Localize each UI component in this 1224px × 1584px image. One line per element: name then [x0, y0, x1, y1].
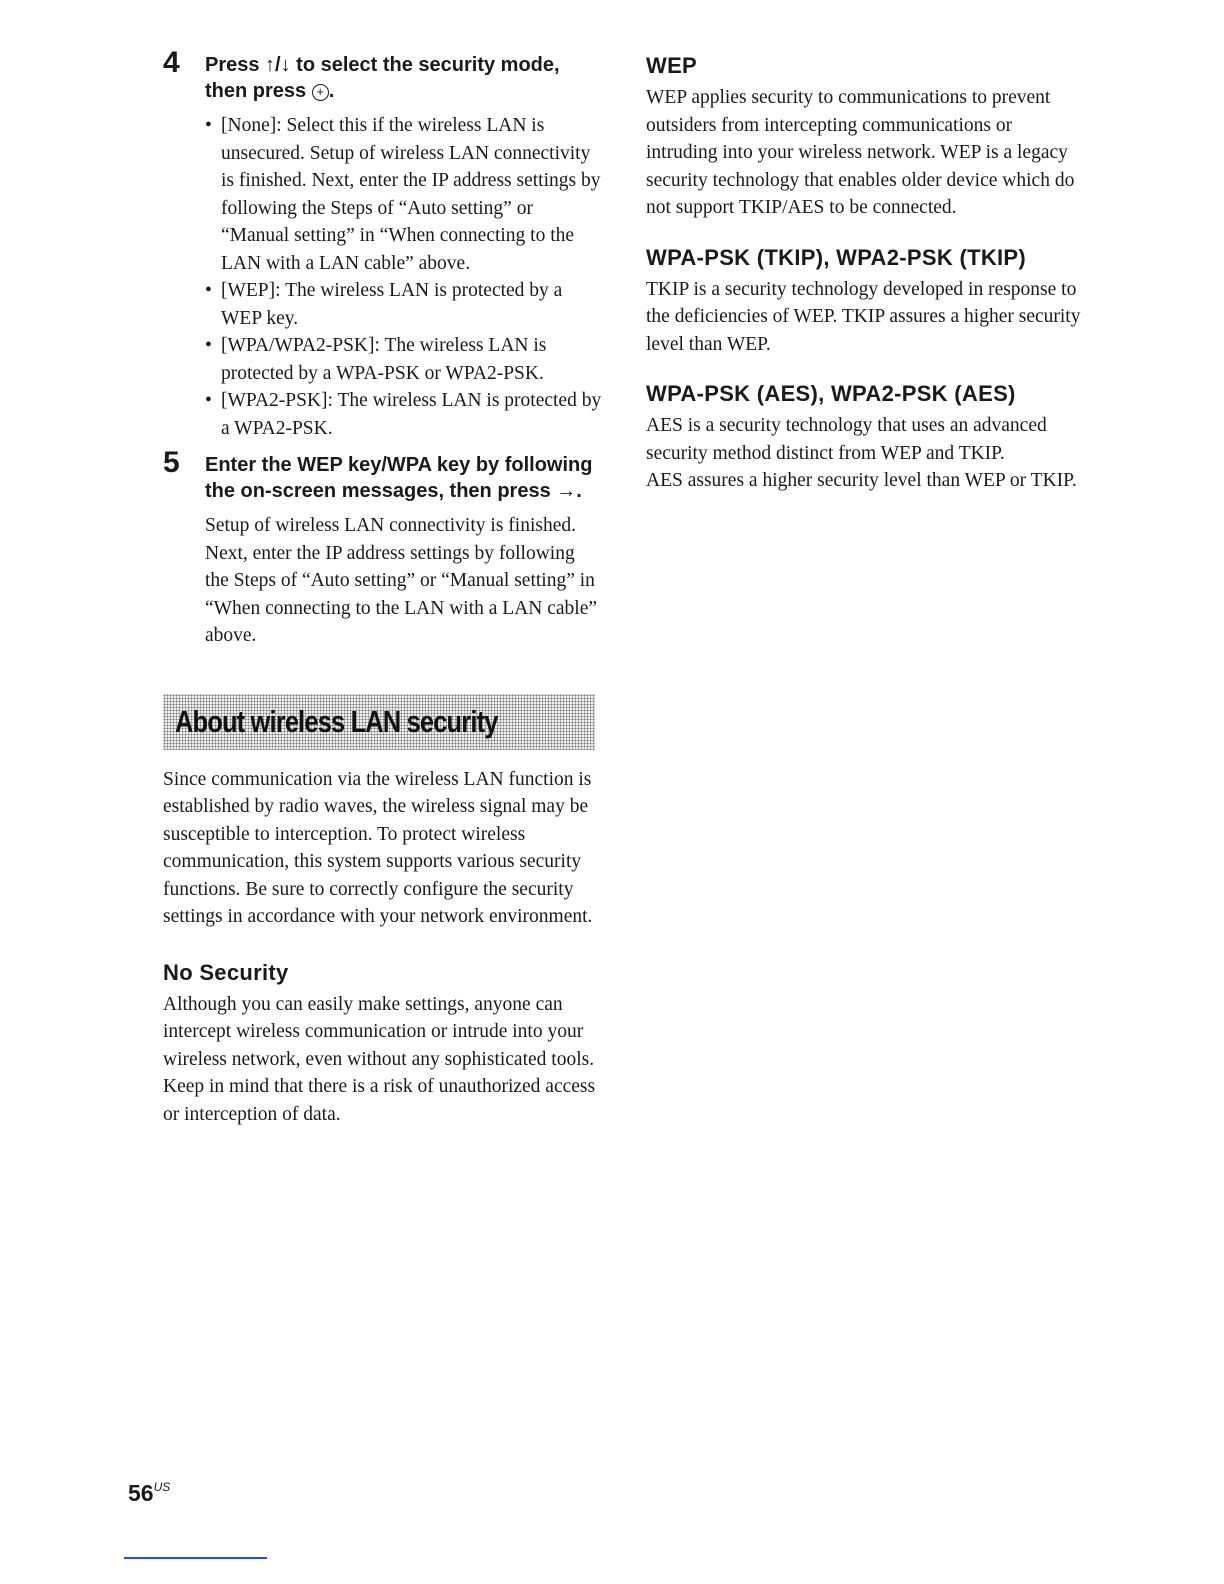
step-heading-line2: then press	[205, 80, 307, 102]
step-heading-line1: Press ↑/↓ to select the security mode,	[205, 54, 560, 76]
step-number: 4	[163, 46, 180, 79]
step-5	[163, 446, 603, 650]
section-aes	[646, 380, 1086, 495]
page-region: US	[153, 1480, 171, 1494]
section-body: Although you can easily make settings, anyone can intercept wireless communication or intrude into your wireless network, even without any sophisticated tools. Keep in mind that there is a risk of unauthorized access or interception of data.	[163, 993, 596, 1125]
page-number	[128, 1480, 170, 1507]
list-item: • [WPA/WPA2-PSK]: The wireless LAN is protected by a WPA-PSK or WPA2-PSK.	[205, 332, 603, 387]
security-mode-list	[205, 112, 603, 442]
section-heading: No Security	[163, 959, 289, 985]
step-4	[163, 46, 603, 442]
section-heading: WPA-PSK (TKIP), WPA2-PSK (TKIP)	[646, 244, 1027, 270]
section-heading: WPA-PSK (AES), WPA2-PSK (AES)	[646, 381, 1016, 406]
left-column	[163, 46, 603, 1128]
step-heading-period: .	[328, 80, 335, 102]
section-body: WEP applies security to communications to prevent outsiders from intercepting communications or intruding into your wireless network. WEP is a legacy security technology that enables older device which do not support TKIP/AES to be connected.	[646, 87, 1075, 218]
section-heading: WEP	[646, 53, 698, 78]
list-item: • [WEP]: The wireless LAN is protected by a WEP key.	[205, 277, 603, 332]
enter-button-icon: +	[312, 84, 329, 101]
section-body: TKIP is a security technology developed in response to the deficiencies of WEP. TKIP assures a higher security level than WEP.	[646, 278, 1081, 355]
right-column	[646, 52, 1086, 495]
step-heading: Enter the WEP key/WPA key by following the on-screen messages, then press →.	[205, 454, 593, 502]
page-number-value: 56	[128, 1480, 154, 1506]
section-banner	[163, 694, 595, 750]
section-no-security	[163, 959, 603, 1129]
step-body: Setup of wireless LAN connectivity is finished. Next, enter the IP address settings by following the Steps of “Auto setting” or “Manual setting” in “When connecting to the LAN with a LAN cable” above.	[205, 515, 598, 646]
bottom-rule	[124, 1557, 267, 1559]
step-heading	[205, 52, 603, 104]
section-body-2: AES assures a higher security level than WEP or TKIP.	[646, 470, 1077, 491]
section-body: AES is a security technology that uses an advanced security method distinct from WEP and TKIP.	[646, 415, 1047, 464]
section-wep	[646, 52, 1086, 222]
section-tkip	[646, 244, 1086, 359]
section-title: About wireless LAN security	[175, 703, 498, 739]
intro-paragraph: Since communication via the wireless LAN function is established by radio waves, the wireless signal may be susceptible to interception. To protect wireless communication, this system supports various security functions. Be sure to correctly configure the security settings in accordance with your network environment.	[163, 768, 593, 927]
list-item: • [WPA2-PSK]: The wireless LAN is protected by a WPA2-PSK.	[205, 387, 603, 442]
step-number: 5	[163, 446, 180, 479]
list-item: • [None]: Select this if the wireless LAN is unsecured. Setup of wireless LAN connectivity is finished. Next, enter the IP address settings by following the Steps of “Auto setting” or “Manual setting” in “When connecting to the LAN with a LAN cable” above.	[205, 112, 603, 277]
